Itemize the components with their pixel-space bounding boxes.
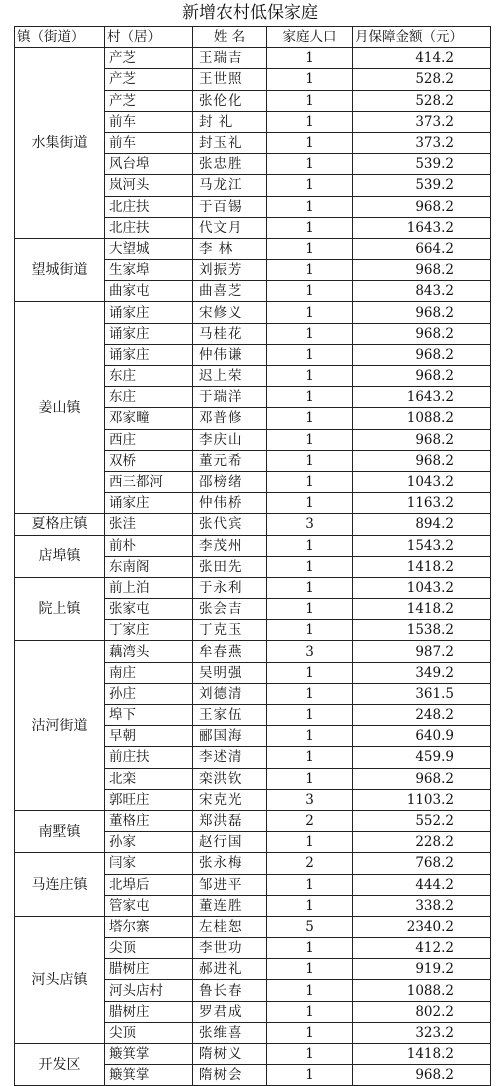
person-name-cell: 张维喜: [193, 1022, 267, 1043]
subsidy-table: [14, 26, 491, 1086]
monthly-amount-cell: 528.2: [353, 90, 491, 111]
household-size-cell: 1: [267, 323, 353, 344]
person-name-cell: 牟春燕: [193, 641, 267, 662]
village-cell: 北栾: [105, 768, 193, 789]
person-name-cell: 吴明强: [193, 662, 267, 683]
village-cell: 腊树庄: [105, 1001, 193, 1022]
person-name-cell: 鲁长春: [193, 980, 267, 1001]
monthly-amount-cell: 802.2: [353, 1001, 491, 1022]
village-cell: 前车: [105, 132, 193, 153]
village-cell: 生家埠: [105, 260, 193, 281]
household-size-cell: 1: [267, 260, 353, 281]
header-household-size: 家庭人口: [267, 27, 353, 48]
person-name-cell: 张忠胜: [193, 154, 267, 175]
header-village: 村（居）: [105, 27, 193, 48]
person-name-cell: 马龙江: [193, 175, 267, 196]
person-name-cell: 张代宾: [193, 514, 267, 535]
household-size-cell: 3: [267, 641, 353, 662]
village-cell: 东南阁: [105, 556, 193, 577]
household-size-cell: 1: [267, 281, 353, 302]
monthly-amount-cell: 968.2: [353, 1065, 491, 1086]
person-name-cell: 宋修义: [193, 302, 267, 323]
monthly-amount-cell: 968.2: [353, 768, 491, 789]
village-cell: 前朴: [105, 535, 193, 556]
household-size-cell: 1: [267, 683, 353, 704]
person-name-cell: 丁克玉: [193, 620, 267, 641]
household-size-cell: 1: [267, 175, 353, 196]
village-cell: 前车: [105, 111, 193, 132]
village-cell: 管家屯: [105, 895, 193, 916]
monthly-amount-cell: 894.2: [353, 514, 491, 535]
monthly-amount-cell: 1043.2: [353, 577, 491, 598]
household-size-cell: 1: [267, 471, 353, 492]
household-size-cell: 1: [267, 69, 353, 90]
village-cell: 前庄扶: [105, 747, 193, 768]
table-row: [15, 535, 491, 556]
village-cell: 丁家庄: [105, 620, 193, 641]
table-row: [15, 48, 491, 69]
household-size-cell: 1: [267, 1044, 353, 1065]
monthly-amount-cell: 843.2: [353, 281, 491, 302]
household-size-cell: 3: [267, 514, 353, 535]
village-cell: 东庄: [105, 366, 193, 387]
household-size-cell: 1: [267, 705, 353, 726]
monthly-amount-cell: 228.2: [353, 832, 491, 853]
town-cell: 马连庄镇: [15, 853, 105, 917]
monthly-amount-cell: 1088.2: [353, 980, 491, 1001]
person-name-cell: 张会吉: [193, 599, 267, 620]
household-size-cell: 1: [267, 344, 353, 365]
person-name-cell: 邓普修: [193, 408, 267, 429]
person-name-cell: 李世功: [193, 938, 267, 959]
person-name-cell: 张田先: [193, 556, 267, 577]
village-cell: 岚河头: [105, 175, 193, 196]
monthly-amount-cell: 338.2: [353, 895, 491, 916]
person-name-cell: 王家伍: [193, 705, 267, 726]
table-row: [15, 302, 491, 323]
person-name-cell: 邹进平: [193, 874, 267, 895]
household-size-cell: 1: [267, 1065, 353, 1086]
person-name-cell: 仲伟桥: [193, 493, 267, 514]
person-name-cell: 郑洪磊: [193, 810, 267, 831]
monthly-amount-cell: 968.2: [353, 366, 491, 387]
village-cell: 藕湾头: [105, 641, 193, 662]
monthly-amount-cell: 1418.2: [353, 599, 491, 620]
household-size-cell: 1: [267, 196, 353, 217]
person-name-cell: 仲伟谦: [193, 344, 267, 365]
table-row: [15, 238, 491, 259]
household-size-cell: 1: [267, 493, 353, 514]
monthly-amount-cell: 640.9: [353, 726, 491, 747]
monthly-amount-cell: 1543.2: [353, 535, 491, 556]
person-name-cell: 李庆山: [193, 429, 267, 450]
monthly-amount-cell: 361.5: [353, 683, 491, 704]
monthly-amount-cell: 968.2: [353, 344, 491, 365]
town-cell: 河头店镇: [15, 916, 105, 1043]
household-size-cell: 1: [267, 366, 353, 387]
monthly-amount-cell: 444.2: [353, 874, 491, 895]
monthly-amount-cell: 373.2: [353, 132, 491, 153]
household-size-cell: 1: [267, 874, 353, 895]
monthly-amount-cell: 414.2: [353, 48, 491, 69]
household-size-cell: 1: [267, 111, 353, 132]
town-cell: 姜山镇: [15, 302, 105, 514]
person-name-cell: 迟上荣: [193, 366, 267, 387]
village-cell: 董格庄: [105, 810, 193, 831]
monthly-amount-cell: 1043.2: [353, 471, 491, 492]
monthly-amount-cell: 968.2: [353, 196, 491, 217]
household-size-cell: 1: [267, 387, 353, 408]
village-cell: 孙庄: [105, 683, 193, 704]
household-size-cell: 1: [267, 154, 353, 175]
person-name-cell: 于永利: [193, 577, 267, 598]
person-name-cell: 刘德清: [193, 683, 267, 704]
person-name-cell: 邵榜绪: [193, 471, 267, 492]
household-size-cell: 1: [267, 132, 353, 153]
header-town: 镇（街道）: [15, 27, 105, 48]
village-cell: 东庄: [105, 387, 193, 408]
household-size-cell: 1: [267, 895, 353, 916]
village-cell: 西三都河: [105, 471, 193, 492]
person-name-cell: 董元希: [193, 450, 267, 471]
person-name-cell: 张伦化: [193, 90, 267, 111]
person-name-cell: 左桂恕: [193, 916, 267, 937]
monthly-amount-cell: 248.2: [353, 705, 491, 726]
village-cell: 大望城: [105, 238, 193, 259]
household-size-cell: 1: [267, 1022, 353, 1043]
person-name-cell: 代文月: [193, 217, 267, 238]
monthly-amount-cell: 1163.2: [353, 493, 491, 514]
village-cell: 塔尔寨: [105, 916, 193, 937]
village-cell: 张家屯: [105, 599, 193, 620]
person-name-cell: 刘振芳: [193, 260, 267, 281]
monthly-amount-cell: 968.2: [353, 429, 491, 450]
village-cell: 诵家庄: [105, 302, 193, 323]
page-title: 新增农村低保家庭: [182, 3, 318, 23]
village-cell: 诵家庄: [105, 323, 193, 344]
household-size-cell: 1: [267, 90, 353, 111]
monthly-amount-cell: 968.2: [353, 302, 491, 323]
village-cell: 风台埠: [105, 154, 193, 175]
household-size-cell: 1: [267, 556, 353, 577]
household-size-cell: 1: [267, 450, 353, 471]
village-cell: 早朝: [105, 726, 193, 747]
household-size-cell: 1: [267, 217, 353, 238]
household-size-cell: 2: [267, 853, 353, 874]
village-cell: 诵家庄: [105, 493, 193, 514]
town-cell: 院上镇: [15, 577, 105, 641]
person-name-cell: 宋克光: [193, 789, 267, 810]
monthly-amount-cell: 1103.2: [353, 789, 491, 810]
monthly-amount-cell: 459.9: [353, 747, 491, 768]
person-name-cell: 封玉礼: [193, 132, 267, 153]
household-size-cell: 1: [267, 535, 353, 556]
person-name-cell: 郝进礼: [193, 959, 267, 980]
header-name: 姓 名: [193, 27, 267, 48]
monthly-amount-cell: 1418.2: [353, 1044, 491, 1065]
village-cell: 产芝: [105, 90, 193, 111]
village-cell: 簸箕掌: [105, 1065, 193, 1086]
person-name-cell: 罗君成: [193, 1001, 267, 1022]
monthly-amount-cell: 768.2: [353, 853, 491, 874]
monthly-amount-cell: 323.2: [353, 1022, 491, 1043]
town-cell: 望城街道: [15, 238, 105, 302]
town-cell: 水集街道: [15, 48, 105, 239]
village-cell: 闫家: [105, 853, 193, 874]
table-row: [15, 514, 491, 535]
table-header-row: [15, 27, 491, 48]
monthly-amount-cell: 1538.2: [353, 620, 491, 641]
household-size-cell: 1: [267, 577, 353, 598]
person-name-cell: 郦国海: [193, 726, 267, 747]
person-name-cell: 张永梅: [193, 853, 267, 874]
village-cell: 西庄: [105, 429, 193, 450]
table-row: [15, 641, 491, 662]
household-size-cell: 1: [267, 768, 353, 789]
village-cell: 郭旺庄: [105, 789, 193, 810]
town-cell: 店埠镇: [15, 535, 105, 577]
person-name-cell: 隋树会: [193, 1065, 267, 1086]
table-body: [15, 48, 491, 1086]
person-name-cell: 董连胜: [193, 895, 267, 916]
person-name-cell: 李述清: [193, 747, 267, 768]
monthly-amount-cell: 539.2: [353, 154, 491, 175]
monthly-amount-cell: 968.2: [353, 260, 491, 281]
monthly-amount-cell: 664.2: [353, 238, 491, 259]
monthly-amount-cell: 968.2: [353, 323, 491, 344]
village-cell: 张洼: [105, 514, 193, 535]
household-size-cell: 1: [267, 726, 353, 747]
monthly-amount-cell: 987.2: [353, 641, 491, 662]
household-size-cell: 2: [267, 810, 353, 831]
person-name-cell: 栾洪钦: [193, 768, 267, 789]
monthly-amount-cell: 373.2: [353, 111, 491, 132]
household-size-cell: 1: [267, 48, 353, 69]
person-name-cell: 曲喜芝: [193, 281, 267, 302]
person-name-cell: 王瑞吉: [193, 48, 267, 69]
person-name-cell: 于瑞洋: [193, 387, 267, 408]
village-cell: 前上泊: [105, 577, 193, 598]
household-size-cell: 1: [267, 599, 353, 620]
village-cell: 埠下: [105, 705, 193, 726]
household-size-cell: 1: [267, 980, 353, 1001]
town-cell: 夏格庄镇: [15, 514, 105, 535]
household-size-cell: 1: [267, 620, 353, 641]
monthly-amount-cell: 968.2: [353, 450, 491, 471]
village-cell: 簸箕掌: [105, 1044, 193, 1065]
person-name-cell: 马桂花: [193, 323, 267, 344]
village-cell: 腊树庄: [105, 959, 193, 980]
person-name-cell: 隋树义: [193, 1044, 267, 1065]
monthly-amount-cell: 1418.2: [353, 556, 491, 577]
village-cell: 尖顶: [105, 1022, 193, 1043]
table-row: [15, 577, 491, 598]
village-cell: 南庄: [105, 662, 193, 683]
person-name-cell: 赵行国: [193, 832, 267, 853]
household-size-cell: 1: [267, 238, 353, 259]
village-cell: 产芝: [105, 69, 193, 90]
village-cell: 邓家疃: [105, 408, 193, 429]
village-cell: 产芝: [105, 48, 193, 69]
household-size-cell: 1: [267, 938, 353, 959]
town-cell: 开发区: [15, 1044, 105, 1086]
household-size-cell: 1: [267, 747, 353, 768]
village-cell: 北庄扶: [105, 196, 193, 217]
household-size-cell: 1: [267, 1001, 353, 1022]
monthly-amount-cell: 1088.2: [353, 408, 491, 429]
village-cell: 河头店村: [105, 980, 193, 1001]
town-cell: 沽河街道: [15, 641, 105, 811]
household-size-cell: 1: [267, 408, 353, 429]
monthly-amount-cell: 528.2: [353, 69, 491, 90]
table-row: [15, 810, 491, 831]
person-name-cell: 于百锡: [193, 196, 267, 217]
village-cell: 曲家屯: [105, 281, 193, 302]
household-size-cell: 1: [267, 429, 353, 450]
household-size-cell: 1: [267, 302, 353, 323]
monthly-amount-cell: 1643.2: [353, 217, 491, 238]
monthly-amount-cell: 349.2: [353, 662, 491, 683]
monthly-amount-cell: 2340.2: [353, 916, 491, 937]
person-name-cell: 封 礼: [193, 111, 267, 132]
table-row: [15, 1044, 491, 1065]
person-name-cell: 李茂州: [193, 535, 267, 556]
village-cell: 双桥: [105, 450, 193, 471]
monthly-amount-cell: 552.2: [353, 810, 491, 831]
village-cell: 诵家庄: [105, 344, 193, 365]
monthly-amount-cell: 539.2: [353, 175, 491, 196]
village-cell: 北埠后: [105, 874, 193, 895]
village-cell: 孙家: [105, 832, 193, 853]
table-row: [15, 916, 491, 937]
town-cell: 南墅镇: [15, 810, 105, 852]
monthly-amount-cell: 1643.2: [353, 387, 491, 408]
household-size-cell: 5: [267, 916, 353, 937]
monthly-amount-cell: 919.2: [353, 959, 491, 980]
monthly-amount-cell: 412.2: [353, 938, 491, 959]
household-size-cell: 1: [267, 832, 353, 853]
table-row: [15, 853, 491, 874]
person-name-cell: 李 林: [193, 238, 267, 259]
person-name-cell: 王世照: [193, 69, 267, 90]
header-monthly-amount: 月保障金额（元）: [353, 27, 491, 48]
village-cell: 北庄扶: [105, 217, 193, 238]
household-size-cell: 1: [267, 662, 353, 683]
household-size-cell: 1: [267, 959, 353, 980]
village-cell: 尖顶: [105, 938, 193, 959]
household-size-cell: 3: [267, 789, 353, 810]
